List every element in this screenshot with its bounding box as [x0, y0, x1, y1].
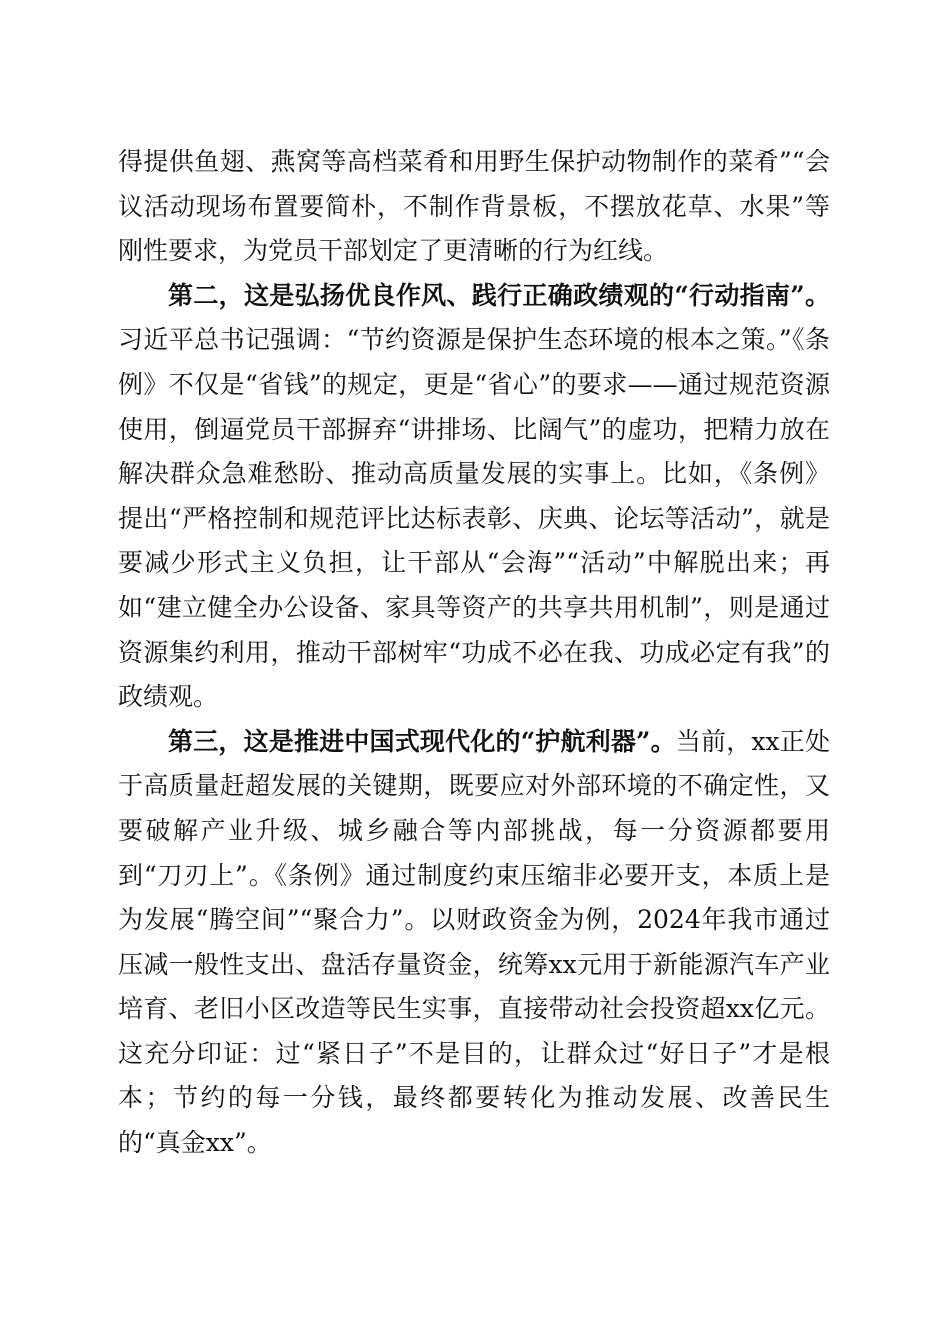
paragraph-second-lead: 第二，这是弘扬优良作风、践行正确政绩观的“行动指南”。 — [168, 280, 830, 310]
paragraph-third — [118, 720, 830, 1166]
paragraph-second — [118, 274, 830, 720]
paragraph-third-text: 当前，xx正处于高质量赶超发展的关键期，既要应对外部环境的不确定性，又要破解产业升级、城乡融合等内部挑战，每一分资源都要用到“刀刃上”。《条例》通过制度约束压缩非必要开支，本质上是为发展“腾空间”“聚合力”。以财政资金为例，2024年我市通过压减一般性支出、盘活存量资金，统筹xx元用于新能源汽车产业培育、老旧小区改造等民生实事，直接带动社会投资超xx亿元。这充分印证：过“紧日子”不是目的，让群众过“好日子”才是根本；节约的每一分钱，最终都要转化为推动发展、改善民生的“真金xx”。 — [118, 726, 830, 1158]
paragraph-continuation — [118, 140, 830, 274]
document-body — [118, 140, 830, 1166]
paragraph-continuation-text: 得提供鱼翅、燕窝等高档菜肴和用野生保护动物制作的菜肴”“会议活动现场布置要简朴，不制作背景板，不摆放花草、水果”等刚性要求，为党员干部划定了更清晰的行为红线。 — [118, 147, 830, 266]
paragraph-second-text: 习近平总书记强调：“节约资源是保护生态环境的根本之策。”《条例》不仅是“省钱”的规定，更是“省心”的要求——通过规范资源使用，倒逼党员干部摒弃“讲排场、比阔气”的虚功，把精力放在解决群众急难愁盼、推动高质量发展的实事上。比如，《条例》提出“严格控制和规范评比达标表彰、庆典、论坛等活动”，就是要减少形式主义负担，让干部从“会海”“活动”中解脱出来；再如“建立健全办公设备、家具等资产的共享共用机制”，则是通过资源集约利用，推动干部树牢“功成不必在我、功成必定有我”的政绩观。 — [118, 325, 830, 712]
paragraph-third-lead: 第三，这是推进中国式现代化的“护航利器”。 — [168, 726, 676, 756]
